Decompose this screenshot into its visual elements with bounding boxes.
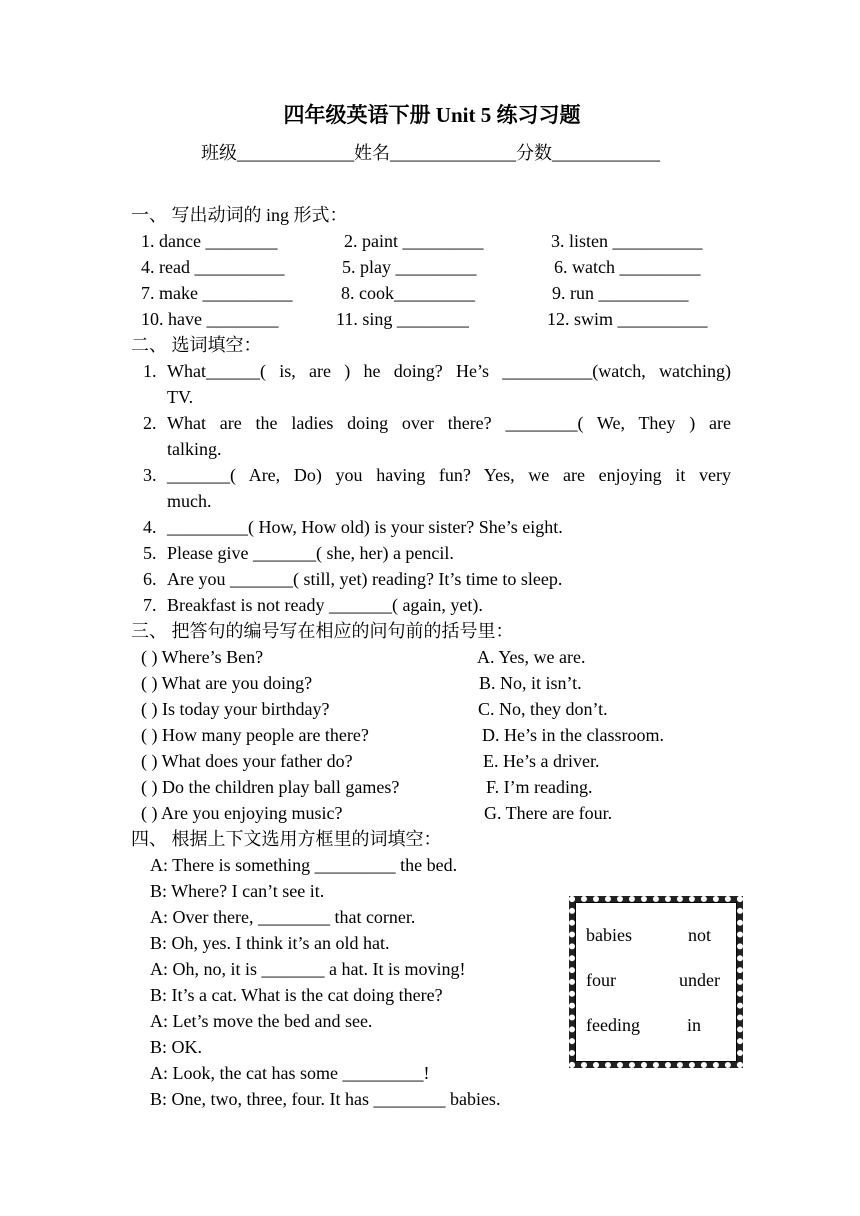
- section2-heading: 二、 选词填空：: [131, 335, 262, 355]
- dialogue-line: A: Oh, no, it is _______ a hat. It is moving!: [150, 959, 466, 979]
- match-question: ( ) Are you enjoying music?: [141, 803, 343, 823]
- fill-blank-item-cont: talking.: [167, 439, 222, 459]
- match-answer: A. Yes, we are.: [477, 647, 586, 667]
- item-number: 2.: [143, 413, 157, 433]
- verb-item: 11. sing ________: [336, 309, 469, 329]
- match-question: ( ) How many people are there?: [141, 725, 369, 745]
- item-number: 6.: [143, 569, 157, 589]
- fill-blank-item: Please give _______( she, her) a pencil.: [167, 543, 454, 563]
- section4-heading: 四、 根据上下文选用方框里的词填空：: [131, 829, 442, 849]
- match-answer: E. He’s a driver.: [483, 751, 600, 771]
- word-box-word: babies: [586, 925, 632, 945]
- match-answer: G. There are four.: [484, 803, 613, 823]
- verb-item: 3. listen __________: [551, 231, 703, 251]
- match-answer: D. He’s in the classroom.: [482, 725, 664, 745]
- word-box: [569, 896, 743, 1068]
- verb-item: 12. swim __________: [547, 309, 708, 329]
- fill-blank-item-cont: much.: [167, 491, 212, 511]
- dialogue-line: A: Look, the cat has some _________!: [150, 1063, 430, 1083]
- verb-item: 6. watch _________: [554, 257, 701, 277]
- dialogue-line: B: OK.: [150, 1037, 203, 1057]
- match-question: ( ) What are you doing?: [141, 673, 313, 693]
- verb-item: 7. make __________: [141, 283, 293, 303]
- word-box-word: four: [586, 970, 616, 990]
- word-box-word: feeding: [586, 1015, 640, 1035]
- item-number: 5.: [143, 543, 157, 563]
- fill-blank-item: _______( Are, Do) you having fun? Yes, we are enjoying it very: [167, 465, 731, 485]
- word-box-word: under: [679, 970, 720, 990]
- item-number: 4.: [143, 517, 157, 537]
- fill-blank-item: What are the ladies doing over there? ________( We, They ) are: [167, 413, 731, 433]
- fill-blank-item: Are you _______( still, yet) reading? It’s time to sleep.: [167, 569, 563, 589]
- match-question: ( ) Do the children play ball games?: [141, 777, 400, 797]
- verb-item: 8. cook_________: [341, 283, 475, 303]
- section3-heading: 三、 把答句的编号写在相应的问句前的括号里：: [131, 621, 514, 641]
- section1-heading: 一、 写出动词的 ing 形式：: [131, 205, 348, 225]
- page-title: 四年级英语下册 Unit 5 练习习题: [283, 103, 581, 127]
- dialogue-line: B: One, two, three, four. It has ________ babies.: [150, 1089, 501, 1109]
- fill-blank-item: _________( How, How old) is your sister? She’s eight.: [167, 517, 563, 537]
- student-info-fields: 班级_____________姓名______________分数____________: [201, 143, 660, 163]
- match-question: ( ) Is today your birthday?: [141, 699, 330, 719]
- word-box-word: in: [687, 1015, 702, 1035]
- dialogue-line: A: Let’s move the bed and see.: [150, 1011, 373, 1031]
- dialogue-line: A: Over there, ________ that corner.: [150, 907, 416, 927]
- verb-item: 9. run __________: [552, 283, 689, 303]
- verb-item: 10. have ________: [141, 309, 279, 329]
- match-question: ( ) Where’s Ben?: [141, 647, 264, 667]
- match-answer: C. No, they don’t.: [478, 699, 608, 719]
- item-number: 3.: [143, 465, 157, 485]
- verb-item: 1. dance ________: [141, 231, 278, 251]
- fill-blank-item-cont: TV.: [167, 387, 194, 407]
- fill-blank-item: What______( is, are ) he doing? He’s __________(watch, watching): [167, 361, 731, 381]
- dialogue-line: A: There is something _________ the bed.: [150, 855, 458, 875]
- dialogue-line: B: Where? I can’t see it.: [150, 881, 325, 901]
- word-box-word: not: [688, 925, 712, 945]
- dialogue-line: B: It’s a cat. What is the cat doing there?: [150, 985, 443, 1005]
- verb-item: 5. play _________: [342, 257, 477, 277]
- match-answer: B. No, it isn’t.: [479, 673, 582, 693]
- fill-blank-item: Breakfast is not ready _______( again, yet).: [167, 595, 483, 615]
- item-number: 7.: [143, 595, 157, 615]
- match-answer: F. I’m reading.: [486, 777, 593, 797]
- verb-item: 2. paint _________: [344, 231, 484, 251]
- verb-item: 4. read __________: [141, 257, 285, 277]
- dialogue-line: B: Oh, yes. I think it’s an old hat.: [150, 933, 390, 953]
- match-question: ( ) What does your father do?: [141, 751, 353, 771]
- item-number: 1.: [143, 361, 157, 381]
